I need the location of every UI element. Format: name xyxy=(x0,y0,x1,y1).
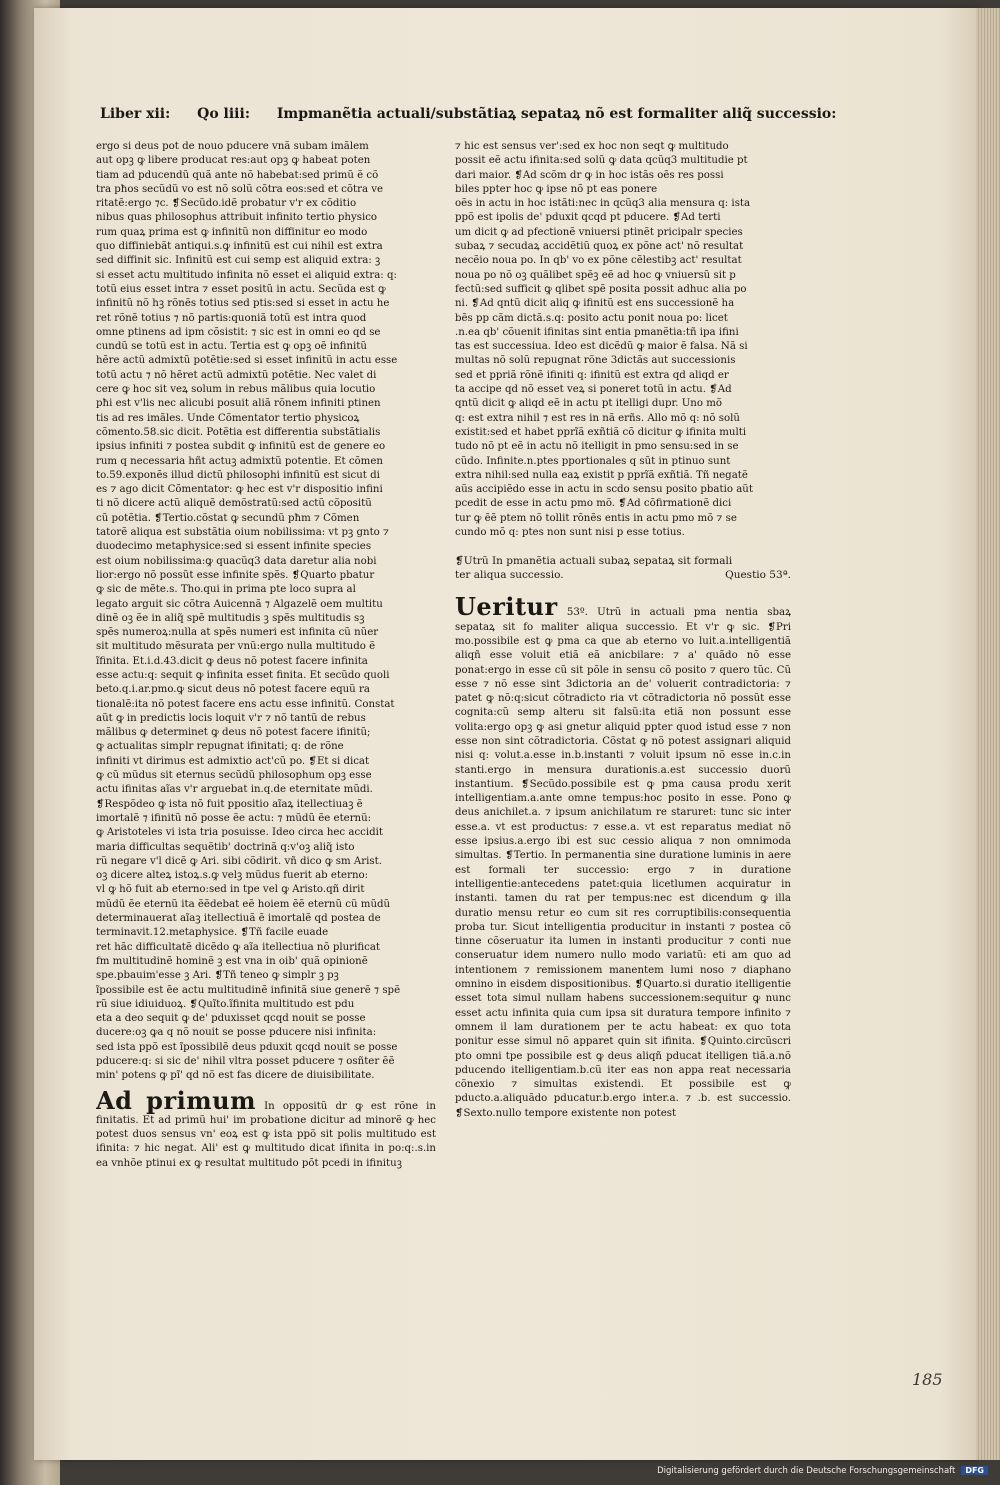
left-column-text xyxy=(96,140,436,1084)
text-line: um dicit ꝙ ad pfectionẽ vniuersi ptinẽt pricipalr species xyxy=(455,226,743,238)
text-line: ria vt cõtradictoria nõ possũt esse cognita:cũ semp alteru xyxy=(455,693,791,719)
text-line: volut.a.esse in.b.instanti ⁊ voluit ipsum nõ esse in.c.in xyxy=(494,750,791,762)
text-line: imortalẽ ⁊ ifinitũ nõ posse ẽe actu: ⁊ mũdũ ẽe eternũ: xyxy=(96,812,372,824)
text-line: esse. Pono ꝙ deus anichilet.a. ⁊ ipsum anichilatum re xyxy=(455,793,791,819)
text-line: tas est successiua. Ideo est dicẽdũ ꝙ maior ẽ falsa. Nã si xyxy=(455,341,748,353)
text-line: terminavit.12.metaphysice. ❡Tñ facile euade xyxy=(96,927,329,939)
text-line: mãlibus ꝙ determinet ꝙ deus nõ potest facere ifinitũ; xyxy=(96,727,371,739)
text-line: dari maior. ❡Ad scõm dr ꝙ in hoc istãs oẽs res possi xyxy=(455,169,724,181)
text-line: spẽs numeroꝝ:nulla at spẽs numeri est infinita cũ nũer xyxy=(96,627,379,639)
text-line: necẽio noua po. In qb' vo ex põne cẽlestibꝫ act' resultat xyxy=(455,255,742,267)
text-line: lam durationem per te actu habeat: ex quo tota ponitur xyxy=(455,1021,791,1048)
text-line: extra nihil:sed nulla eaꝝ existit p pprĩã exñtiã. Tñ negatẽ xyxy=(455,469,748,481)
text-line: lior:ergo nõ possũt esse infinite spẽs. ❡Quarto pbatur xyxy=(96,569,375,581)
text-line: cõmento.58.sic dicit. Potẽtia est differentia substãtialis xyxy=(96,426,381,438)
text-line: voluerit contradictoria: ⁊ patet ꝙ nõ:q:sicut cõtradicto xyxy=(455,678,791,705)
text-line: gnetur aliquid ppter quod istud esse ⁊ non esse non sint xyxy=(455,721,791,747)
text-line: cessio aliqua ⁊ non omnimoda simultas. ❡Tertio. In xyxy=(455,836,791,862)
question-heading xyxy=(455,554,791,582)
text-line: est successio. ❡Sexto.nullo tempore existente non potest xyxy=(455,1093,791,1119)
text-line: tur. Sicut intelligentia producitur in instanti ⁊ postea cõ xyxy=(489,921,791,933)
text-line: cũ potẽtia. ❡Tertio.cõstat ꝙ secundũ pħm ⁊ Cõmen xyxy=(96,512,360,524)
text-line: cundo mõ q: ptes non sunt nisi p esse totius. xyxy=(455,527,685,539)
ueritur-block xyxy=(455,594,791,1121)
text-line: staruret: tunc sic inter esse.a. vt est productus: ⁊ esse.a. xyxy=(455,807,791,833)
initial-ueritur: Ueritur xyxy=(455,592,558,622)
text-line: subaꝝ ⁊ secudaꝝ accidẽtiũ quoꝝ ex põne act' nõ resultat xyxy=(455,241,744,253)
text-line: maria difficultas sequẽtib' doctrinã q:v'oꝫ aliq̃ isto xyxy=(96,841,355,853)
text-line: sed ista ppõ est ĩpossibilẽ deus pduxit qcqd nouit se posse xyxy=(96,1041,398,1053)
text-line: qntũ dicit ꝙ aliqd eẽ in actu pt itelligi dupr. Uno mõ xyxy=(455,398,723,410)
text-line: quãdo nõ esse ponat:ergo in esse cũ sit põle in sensu cõ xyxy=(455,650,791,676)
text-line: ❡Respõdeo ꝙ ista nõ fuit ppositio aĩaꝝ itellectiuaꝫ ẽ xyxy=(96,798,363,810)
text-line: aũs accipiẽdo esse in actu in scdo sensu posito pbatio aũt xyxy=(455,484,753,496)
text-line: legato arguit sic cõtra Auicennã ⁊ Algazelẽ oem multitu xyxy=(96,598,383,610)
text-line: ret rõnẽ totius ⁊ nõ partis:quoniã totũ est intra quod xyxy=(96,312,367,324)
text-line: permanentia sine duratione luminis in aere est formali xyxy=(455,850,791,876)
text-line: oẽs in actu in hoc istãti:nec in qcũq3 alia mensura q: ista xyxy=(455,198,751,210)
text-line: vt est reparatus mediat nõ esse ipsius.a.ergo ibi est suc xyxy=(455,821,791,848)
text-line: maliter aliqua successio. Et v'r ꝙ sic. ❡Pri xyxy=(541,621,791,633)
text-line: ⁊ hic est sensus ver':sed ex hoc non seqt ꝙ multitudo xyxy=(455,141,729,152)
text-line: biles ppter hoc ꝙ ipse nõ pt eas ponere xyxy=(455,183,658,195)
text-line: ĩfinita. Et.i.d.43.dicit ꝙ deus nõ potest facere infinita xyxy=(96,655,368,667)
text-line: sed et ppriã rõnẽ ifiniti q: ifinitũ est extra qd aliqd er xyxy=(455,369,729,381)
text-line: noua po nõ oꝫ quãlibet spẽꝫ eẽ ad hoc ꝙ vniuersũ sit p xyxy=(455,269,736,281)
text-line: multas nõ solũ repugnat rõne 3dictãs aut successionis xyxy=(455,355,736,367)
text-line: actu ifinitas aĩas v'r arguebat in.q.de eternitate mũdi. xyxy=(96,784,373,796)
text-line: sit multitudo mẽsurata per vnũ:ergo nulla multitudo ẽ xyxy=(96,641,376,653)
text-line: esse actu:q: sequit ꝙ infinita esset finita. Et secũdo quoli xyxy=(96,669,390,681)
text-line: totũ eius esset intra ⁊ esset positũ in actu. Secũda est ꝙ xyxy=(96,283,386,295)
text-line: tionalẽ:ita nõ potest facere ens actu esse infinitũ. Constat xyxy=(96,698,395,710)
text-line: dinẽ oꝫ ẽe in aliq̃ spẽ multitudis ꝫ spẽs multitudis sꝫ xyxy=(96,612,365,624)
text-line: ꝙ cũ mũdus sit eternus secũdũ philosophum opꝫ esse xyxy=(96,770,372,782)
text-line: xerit intelligentiam.a.ante omne tempus:hoc posito in xyxy=(455,778,791,805)
ad-primum-block xyxy=(96,1085,436,1171)
text-line: aut opꝫ ꝙ libere producat res:aut opꝫ ꝙ habeat poten xyxy=(96,155,371,167)
text-line: rum quaꝝ prima est ꝙ infinitũ non diffinitur eo modo xyxy=(96,226,368,238)
question-title: ❡Utrũ In pmanẽtia actuali subaꝝ sepataꝝ sit formali xyxy=(455,555,733,568)
text-line: tatorẽ aliqua est substãtia oium nobilissima: vt pꝫ gnto ⁊ xyxy=(96,527,389,539)
text-line: tra pħos secũdũ vo est nõ solũ cõtra eos:sed et cõtra ve xyxy=(96,183,384,195)
text-line: ducere:oꝫ ꝙa q nõ nouit se posse pducere nisi infinita: xyxy=(96,1027,377,1039)
text-line: bẽs pp cãm dictã.s.q: posito actu ponit noua po: licet xyxy=(455,312,728,324)
question-title-2: ter aliqua successio. xyxy=(455,569,564,582)
running-header xyxy=(100,104,837,123)
header-title: Impmanẽtia actuali/substãtiaꝝ sepataꝝ nõ est formaliter aliq̃ successio: xyxy=(276,106,837,122)
text-line: rum q necessaria hñt actuꝫ admixtũ potentie. Et cõmen xyxy=(96,455,383,467)
text-line: posito ⁊ quero tũc. Cũ esse ⁊ nõ esse sint 3dictoria an de' xyxy=(455,664,791,690)
text-line: rat per tempus:nec est dicendum ꝙ illa duratio mensu xyxy=(455,893,791,919)
text-line: oꝫ dicere alteꝝ istoꝝ.s.ꝙ velꝫ mũdus fuerit ab eterno: xyxy=(96,870,369,882)
text-line: cundũ se totũ est in actu. Tertia est ꝙ opꝫ oẽ infinitũ xyxy=(96,341,367,353)
text-line: pħi est v'lis nec alicubi posuit aliã rõnem infiniti ptinen xyxy=(96,398,381,410)
text-line: fm multitudinẽ hominẽ ꝫ est vna in oib' quã opinionẽ xyxy=(96,955,368,967)
footer-text: Digitalisierung gefördert durch die Deutsche Forschungsgemeinschaft xyxy=(657,1466,956,1476)
text-line: tinne cõseruatur ita lumen in instanti producitur ⁊ conti xyxy=(455,936,772,948)
text-line: existit:sed et habet pprĩã exñtiã cõ dicitur ꝙ ifinita multi xyxy=(455,426,747,438)
left-column xyxy=(96,140,436,1240)
text-line: infinitũ nõ hꝫ rõnẽs totius sed ptis:sed si esset in actu he xyxy=(96,298,390,310)
text-line: am quo ad intentionem ⁊ remissionem manentem lumi xyxy=(455,950,791,976)
text-line: In oppositũ dr ꝙ est rõne in xyxy=(264,1100,436,1112)
text-line: ꝙ Aristoteles vi ista tria posuisse. Ideo circa hec accidit xyxy=(96,827,383,839)
text-line: mũdũ ẽe eternũ ita ẽẽdebat eẽ hoiem ẽẽ eternũ cũ mũdũ xyxy=(96,898,391,910)
text-line: negat. Ali' est ꝙ multitudo dicat ifinita in po:q:.s.in ea xyxy=(96,1143,436,1169)
initial-ad-primum: Ad primum xyxy=(96,1085,256,1115)
text-line: ppõ est ipolis de' pduxit qcqd pt pducere. ❡Ad terti xyxy=(455,212,721,224)
text-line: pto omni tpe possibile est ꝙ deus aliqñ pducat itelligen xyxy=(455,1050,753,1062)
page-stack-edge xyxy=(976,8,1000,1460)
text-line: habens successionem:sequitur ꝙ nunc esset actu infinita xyxy=(455,993,791,1019)
text-line: sed diffinit sic. Infinitũ est cui semp est aliquid extra: ꝫ xyxy=(96,255,381,267)
text-line: est oium nobilissima:ꝙ quacũq3 data daretur alia nobi xyxy=(96,555,377,567)
text-line: cũdo. Infinite.n.ptes pportionales q sũt in ptinuo sunt xyxy=(455,455,731,467)
text-line: vnhõe ptinui ex ꝙ resultat multitudo põt pcedi in ifinituꝫ xyxy=(111,1157,402,1169)
text-line: pducere:q: si sic de' nihil vltra posset pducere ⁊ osñter ẽẽ xyxy=(96,1056,395,1067)
text-line: ni. ❡Ad qntũ dicit aliq ꝙ ifinitũ est ens successionẽ ha xyxy=(455,298,735,310)
text-line: es ⁊ ago dicit Cõmentator: ꝙ hec est v'r dispositio infini xyxy=(96,484,383,496)
text-line: tiã.a.nõ pducendo itelligentiam.b.cũ iter eas non appa xyxy=(455,1050,791,1076)
text-line: patet:quia licetlumen acquiratur in instanti. tamen du xyxy=(455,878,791,905)
text-line: quo diffiniebãt antiqui.s.ꝙ infinitũ est cui nihil est extra xyxy=(96,241,383,253)
header-question: Qo liii: xyxy=(197,106,250,122)
text-line: rũ siue idiuiduoꝝ. ❡Quĩto.ĩfinita multitudo est pdu xyxy=(96,998,355,1010)
text-line: hẽre actũ admixtũ potẽtie:sed si esset infinitũ in actu esse xyxy=(96,355,398,367)
text-line: stanti.ergo in mensura durationis.a.est successio duorũ xyxy=(455,764,791,776)
text-line: possit eẽ actu ifinita:sed solũ ꝙ data qcũq3 multitudie pt xyxy=(455,155,748,167)
text-line: si esset actu multitudo infinita nõ esset ei aliquid extra: q: xyxy=(96,269,397,281)
text-line: reat necessaria cõnexio ⁊ simultas existendi. Et possibile xyxy=(455,1064,791,1091)
question-label: Questio 53ª. xyxy=(725,569,791,582)
text-line: q: est extra nihil ⁊ est res in nã erñs. Allo mõ q: nõ solũ xyxy=(455,412,740,424)
text-line: pcedit de esse in actu pmo mõ. ❡Ad cõfirmationẽ dici xyxy=(455,498,732,510)
text-line: duodecimo metaphysice:sed si essent infinite species xyxy=(96,541,372,553)
text-line: finitatis. Et ad primũ hui' im xyxy=(96,1114,251,1126)
dfg-logo: DFG xyxy=(961,1466,988,1475)
text-line: tur ꝙ ẽẽ ptem nõ tollit rõnẽs entis in actu pmo mõ ⁊ se xyxy=(455,512,737,524)
text-line: aũt ꝙ in predictis locis loquit v'r ⁊ nõ tantũ de rebus xyxy=(96,712,366,724)
text-line: instantium. ❡Secũdo.possibile est ꝙ pma causa produ xyxy=(455,778,767,790)
text-line: est ꝙ pducto.a.aliquãdo pducatur.b.ergo inter.a. ⁊ .b. xyxy=(455,1079,791,1105)
text-line: totũ actu ⁊ nõ hẽret actũ admixtũ potẽtie. Nec valet di xyxy=(96,369,377,381)
text-line: ꝙ sic de mẽte.s. Tho.qui in prima pte loco supra al xyxy=(96,584,356,596)
text-line: vn' eoꝝ est ꝙ ista ppõ sit polis multitudo est ifinita: ⁊ hic xyxy=(96,1129,436,1155)
text-line: retur eo cum sit res corruptibilis:consequentia proba xyxy=(455,907,791,933)
text-line: mo.possibile est ꝙ pma ca que ab eterno vo xyxy=(455,635,700,647)
text-line: cere ꝙ hoc sit veꝝ solum in rebus mãlibus quia locutio xyxy=(96,384,376,396)
text-line: to.59.exponẽs illud dictũ philosophi infinitũ est sicut di xyxy=(96,469,380,481)
text-line: ergo si deus pot de nouo pducere vnã subam imãlem xyxy=(96,141,369,152)
text-line: ❡Quarto.si duratio itelligentie esset tota simul nullam xyxy=(455,979,791,1005)
text-line: 53º. Utrũ in actuali pma xyxy=(566,607,726,619)
text-line: nentia sbaꝝ sepataꝝ sit fo xyxy=(455,607,791,633)
text-line: ꝙ actualitas simplr repugnat ifinitati; q: de rõne xyxy=(96,741,344,753)
text-line: cõtradictoria. Cõstat ꝙ nõ potest assignari aliquid nisi q: xyxy=(455,735,791,762)
text-line: tis ad res imãles. Unde Cõmentator tertio physicoꝝ xyxy=(96,412,360,424)
text-line: ritatẽ:ergo ⁊c. ❡Secũdo.idẽ probatur v'r ex cõditio xyxy=(96,198,357,210)
text-line: infiniti vt dirimus est admixtio act'cũ po. ❡Et si dicat xyxy=(96,755,370,767)
text-line: tudo nõ pt eẽ in actu nõ itelligit in pmo sensu:sed in se xyxy=(455,441,739,453)
text-line: min' potens ꝙ pĩ' qd nõ est fas dicere de diuisibilitate. xyxy=(96,1070,375,1082)
right-column-text xyxy=(455,140,791,540)
text-line: ti nõ dicere actũ aliquẽ demõstratũ:sed actũ cõpositũ xyxy=(96,498,372,510)
text-line: spe.pbauim'esse ꝫ Ari. ❡Tñ teneo ꝙ simplr ꝫ pꝫ xyxy=(96,970,339,982)
text-line: nibus quas philosophus attribuit infinito tertio physico xyxy=(96,212,378,224)
text-line: noso ⁊ diaphano omnino in eisdem dispositionibus. xyxy=(455,964,791,991)
text-line: vl ꝙ hõ fuit ab eterno:sed in tpe vel ꝙ Aristo.qñ dirit xyxy=(96,884,365,896)
text-line: fectũ:sed sufficit ꝙ qlibet spẽ posita possit adhuc alia po xyxy=(455,283,747,295)
handwritten-page-number: 185 xyxy=(912,1370,943,1389)
text-line: .n.ea qb' cõuenit ifinitas sint entia pmanẽtia:tñ ipa ifini xyxy=(455,326,739,338)
text-line: luit.a.intelligentiã aliqñ esse voluit etiã eã anicbilare: ⁊ a' xyxy=(455,635,791,662)
right-after-initial-text xyxy=(455,607,791,1118)
text-line: ter successio: ergo ⁊ in duratione intelligentie:antecedens xyxy=(455,864,791,890)
text-line: ta accipe qd nõ esset veꝝ si poneret totũ in actu. ❡Ad xyxy=(455,384,732,396)
digitization-footer xyxy=(657,1466,988,1476)
text-line: omne ptinens ad ipm cõsistit: ⁊ sic est in omni eo qd se xyxy=(96,326,381,338)
text-line: eta a deo sequit ꝙ de' pduxisset qcqd nouit se posse xyxy=(96,1013,366,1025)
text-line: determinauerat aĩaꝫ itellectiuã ẽ imortalẽ qd postea de xyxy=(96,913,381,925)
text-line: beto.q.i.ar.pmo.ꝙ sicut deus nõ potest facere equũ ra xyxy=(96,684,370,696)
text-line: nue conseruatur idem numero nullo modo variatũ: eti xyxy=(455,936,791,962)
text-line: ret hãc difficultatẽ dicẽdo ꝙ aĩa itellectiua nõ plurificat xyxy=(96,941,381,953)
text-line: ĩpossibile est ẽe actu multitudinẽ infinitã siue generẽ ⁊ spẽ xyxy=(96,984,401,996)
text-line: ipsius infiniti ⁊ postea subdit ꝙ infinitũ est de genere eo xyxy=(96,441,386,453)
right-column xyxy=(455,140,791,1270)
header-book: Liber xii: xyxy=(100,106,171,122)
text-line: tiam ad pducendũ quã ante nõ habebat:sed primũ ẽ cõ xyxy=(96,169,379,181)
text-line: probatione dicitur ad minorẽ ꝙ hec potest duos sensus xyxy=(96,1114,436,1141)
text-line: esse simul nõ apparet quin sit ifinita. ❡Quinto.circũscri xyxy=(497,1036,791,1048)
text-line: quia cum ipsa sit duratura tempore infinito ⁊ omnem il xyxy=(455,1007,791,1033)
text-line: rũ negare v'l dicẽ ꝙ Ari. sibi cõdirit. vñ dico ꝙ sm Arist. xyxy=(96,855,382,867)
text-line: sit falsũ:ita etiã non possunt esse volita:ergo opꝫ ꝙ asi xyxy=(455,707,791,733)
